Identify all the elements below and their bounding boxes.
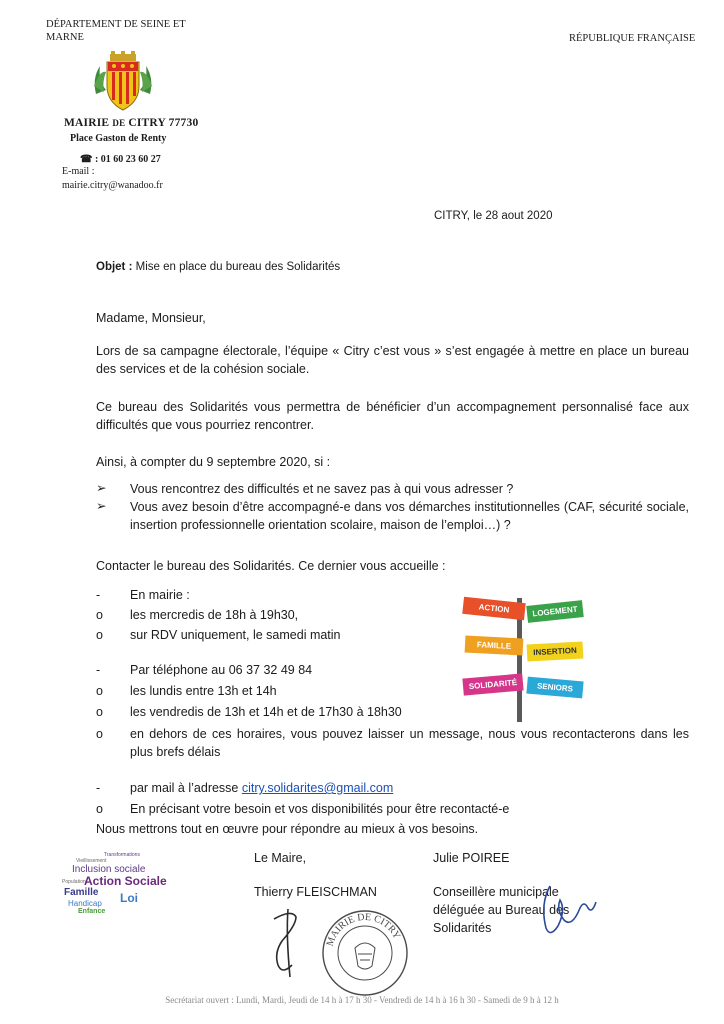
town-hall-title: MAIRIE DE CITRY 77730 <box>64 117 199 129</box>
mayor-signature-image <box>266 905 306 980</box>
republic-label: RÉPUBLIQUE FRANÇAISE <box>569 33 696 44</box>
councillor-title: déléguée au Bureau des <box>433 903 570 917</box>
paragraph-start-date: Ainsi, à compter du 9 septembre 2020, si : <box>96 455 331 469</box>
councillor-signature-image <box>536 880 598 942</box>
list-item: Vous rencontrez des difficultés et ne savez pas à qui vous adresser ? <box>130 482 514 496</box>
sign-seniors: SENIORS <box>526 677 583 699</box>
list-item: Vous avez besoin d’être accompagné-e dans vos démarches institutionnelles (CAF, sécurité sociale, insertion professionnelle orientation scolaire, maison de l’emploi…) ? <box>130 500 689 532</box>
arrow-bullet-icon: ➢ <box>96 499 107 513</box>
list-item: En précisant votre besoin et vos disponibilités pour être recontacté-e <box>130 802 510 816</box>
councillor-title: Conseillère municipale <box>433 885 559 899</box>
letter-subject: Objet : Mise en place du bureau des Solidarités <box>96 261 341 273</box>
contact-phone-heading: Par téléphone au 06 37 32 49 84 <box>130 663 313 677</box>
email-label: E-mail : <box>62 166 95 177</box>
mayor-title: Le Maire, <box>254 851 307 865</box>
dash-bullet: - <box>96 588 101 602</box>
circle-bullet-icon: o <box>96 705 103 719</box>
circle-bullet-icon: o <box>96 608 103 622</box>
department-name: DÉPARTEMENT DE SEINE ET MARNE <box>46 19 186 43</box>
circle-bullet-icon: o <box>96 727 103 741</box>
contact-intro: Contacter le bureau des Solidarités. Ce dernier vous accueille : <box>96 559 446 573</box>
town-hall-email: mairie.citry@wanadoo.fr <box>62 180 163 191</box>
word-cloud-image: Transformations Vieillissement Inclusion sociale Population Action Sociale Famille Loi Handicap Enfance <box>62 852 167 915</box>
town-hall-phone: ☎ : 01 60 23 60 27 <box>80 154 161 165</box>
phone-icon: ☎ <box>80 154 93 165</box>
list-item: les vendredis de 13h et 14h et de 17h30 à 18h30 <box>130 705 402 719</box>
dash-bullet: - <box>96 663 101 677</box>
list-item: les mercredis de 18h à 19h30, <box>130 608 299 622</box>
contact-mail-line: par mail à l’adresse citry.solidarites@gmail.com <box>130 781 394 795</box>
councillor-name: Julie POIREE <box>433 851 510 865</box>
coat-of-arms-logo <box>90 50 156 116</box>
arrow-bullet-icon: ➢ <box>96 481 107 495</box>
list-item: en dehors de ces horaires, vous pouvez laisser un message, nous vous recontacterons dans les plus brefs délais <box>130 727 689 759</box>
closing-sentence: Nous mettrons tout en œuvre pour répondre au mieux à vos besoins. <box>96 822 479 836</box>
list-item: les lundis entre 13h et 14h <box>130 684 277 698</box>
office-hours-footer: Secrétariat ouvert : Lundi, Mardi, Jeudi de 14 h à 17 h 30 - Vendredi de 14 h à 16 h 30 - Samedi de 9 h à 12 h <box>165 995 559 1005</box>
contact-mairie-heading: En mairie : <box>130 588 190 602</box>
list-item: sur RDV uniquement, le samedi matin <box>130 628 341 642</box>
svg-text:MAIRIE DE CITRY: MAIRIE DE CITRY <box>324 911 403 948</box>
circle-bullet-icon: o <box>96 684 103 698</box>
mayor-name: Thierry FLEISCHMAN <box>254 885 377 899</box>
town-hall-address: Place Gaston de Renty <box>70 133 167 144</box>
circle-bullet-icon: o <box>96 628 103 642</box>
sign-solidarite: SOLIDARITÉ <box>462 673 523 695</box>
councillor-title: Solidarités <box>433 921 492 935</box>
salutation: Madame, Monsieur, <box>96 311 206 325</box>
sign-insertion: INSERTION <box>527 642 584 662</box>
dash-bullet: - <box>96 781 101 795</box>
sign-action-sociale: ACTION SOCIALE <box>462 597 525 620</box>
letter-date: CITRY, le 28 aout 2020 <box>434 210 553 222</box>
paragraph-bureau: Ce bureau des Solidarités vous permettra de bénéficier d’un accompagnement personnalisé face aux difficultés que vous pourriez rencontrer. <box>96 400 689 432</box>
sign-logement: LOGEMENT <box>526 600 583 623</box>
circle-bullet-icon: o <box>96 802 103 816</box>
paragraph-campaign: Lors de sa campagne électorale, l’équipe « Citry c’est vous » s’est engagée à mettre en place un bureau des services et de la cohésion sociale. <box>96 344 689 376</box>
email-link[interactable]: citry.solidarites@gmail.com <box>241 781 394 795</box>
sign-famille: FAMILLE <box>465 635 524 655</box>
official-stamp-image <box>320 908 410 998</box>
